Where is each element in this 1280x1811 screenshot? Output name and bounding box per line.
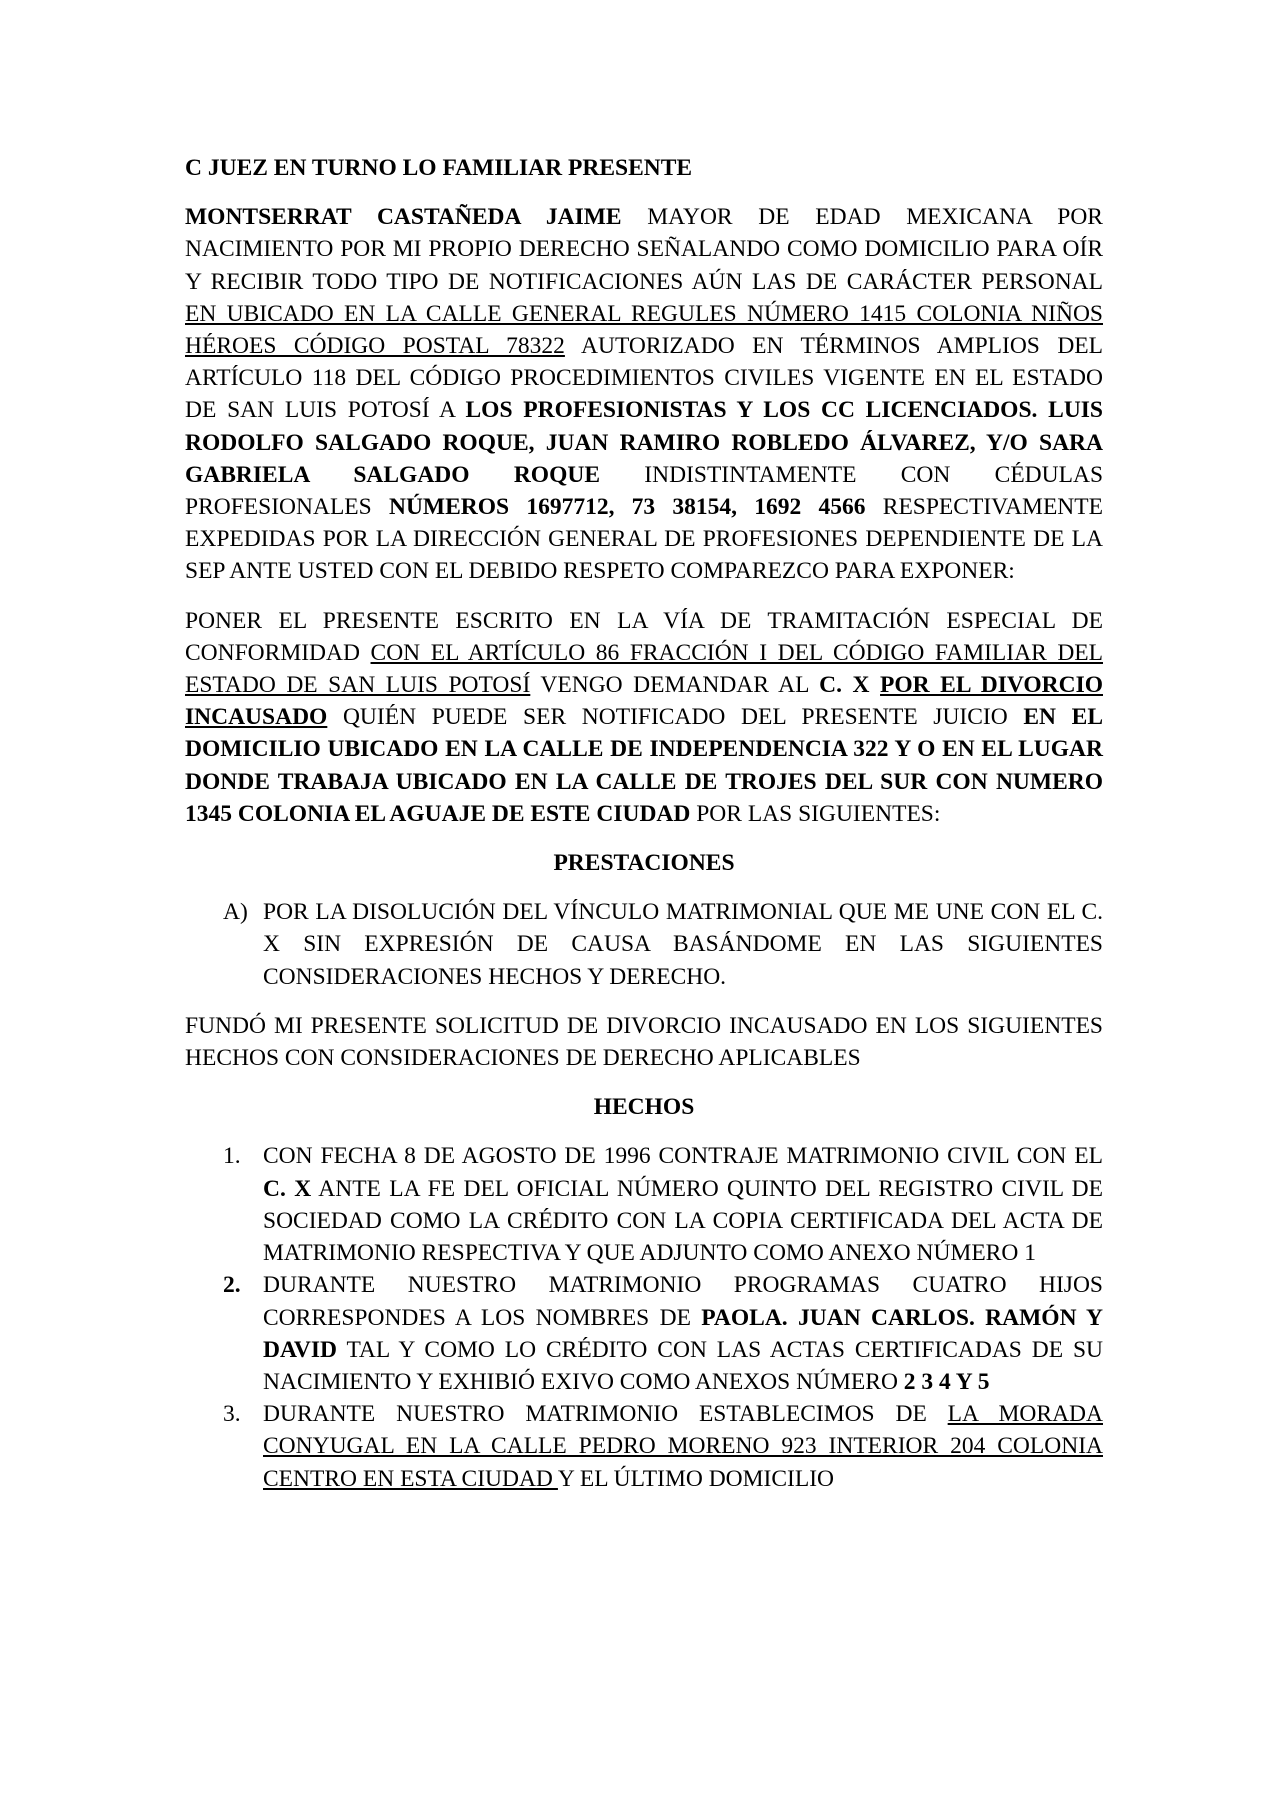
intro-paragraph: MONTSERRAT CASTAÑEDA JAIME MAYOR DE EDAD MEXICANA POR NACIMIENTO POR MI PROPIO DERECHO SEÑALANDO COMO DOMICILIO PARA OÍR Y RECIBIR TODO TIPO DE NOTIFICACIONES AÚN LAS DE CARÁCTER PERSONAL EN UBICADO EN LA CALLE GENERAL REGULES NÚMERO 1415 COLONIA NIÑOS HÉROES CÓDIGO POSTAL 78322 AUTORIZADO EN TÉRMINOS AMPLIOS DEL ARTÍCULO 118 DEL CÓDIGO PROCEDIMIENTOS CIVILES VIGENTE EN EL ESTADO DE SAN LUIS POTOSÍ A LOS PROFESIONISTAS Y LOS CC LICENCIADOS. LUIS RODOLFO SALGADO ROQUE, JUAN RAMIRO ROBLEDO ÁLVAREZ, Y/O SARA GABRIELA SALGADO ROQUE INDISTINTAMENTE CON CÉDULAS PROFESIONALES NÚMEROS 1697712, 73 38154, 1692 4566 RESPECTIVAMENTE EXPEDIDAS POR LA DIRECCIÓN GENERAL DE PROFESIONES DEPENDIENTE DE LA SEP ANTE USTED CON EL DEBIDO RESPETO COMPAREZCO PARA EXPONER: — [185, 204, 1104, 585]
children-names: PAOLA. JUAN CARLOS. RAMÓN Y DAVID — [263, 1304, 1103, 1363]
list-marker: 1. — [223, 1143, 241, 1170]
defendant: C. X — [819, 672, 881, 699]
defendant: C. X — [263, 1175, 312, 1202]
list-item: 2. DURANTE NUESTRO MATRIMONIO PROGRAMAS CUATRO HIJOS CORRESPONDES A LOS NOMBRES DE PAOLA. JUAN CARLOS. RAMÓN Y DAVID TAL Y COMO LO CRÉDITO CON LAS ACTAS CERTIFICADAS DE SU NACIMIENTO Y EXHIBIÓ EXIVO COMO ANEXOS NÚMERO 2 3 4 Y 5 — [185, 1269, 1103, 1398]
section-title-prestaciones: PRESTACIONES — [553, 850, 735, 877]
prestaciones-list — [185, 896, 1103, 993]
list-item-text: POR LA DISOLUCIÓN DEL VÍNCULO MATRIMONIAL QUE ME UNE CON EL C. X SIN EXPRESIÓN DE CAUSA BASÁNDOME EN LAS SIGUIENTES CONSIDERACIONES HECHOS Y DERECHO. — [263, 899, 1103, 990]
authorized-lawyers: LOS PROFESIONISTAS Y LOS CC LICENCIADOS. LUIS RODOLFO SALGADO ROQUE, JUAN RAMIRO ROBLEDO ÁLVAREZ, Y/O SARA GABRIELA SALGADO ROQUE — [185, 397, 1104, 488]
list-marker: 3. — [223, 1401, 241, 1428]
list-marker: A) — [223, 899, 248, 926]
document-heading: C JUEZ EN TURNO LO FAMILIAR PRESENTE — [185, 155, 693, 181]
claim-paragraph: PONER EL PRESENTE ESCRITO EN LA VÍA DE TRAMITACIÓN ESPECIAL DE CONFORMIDAD CON EL ARTÍCULO 86 FRACCIÓN I DEL CÓDIGO FAMILIAR DEL ESTADO DE SAN LUIS POTOSÍ VENGO DEMANDAR AL C. X POR EL DIVORCIO INCAUSADO QUIÉN PUEDE SER NOTIFICADO DEL PRESENTE JUICIO EN EL DOMICILIO UBICADO EN LA CALLE DE INDEPENDENCIA 322 Y O EN EL LUGAR DONDE TRABAJA UBICADO EN LA CALLE DE TROJES DEL SUR CON NUMERO 1345 COLONIA EL AGUAJE DE ESTE CIUDAD POR LAS SIGUIENTES: — [185, 607, 1103, 827]
divorce-type: POR EL DIVORCIO INCAUSADO — [185, 672, 1103, 731]
foundation-paragraph: FUNDÓ MI PRESENTE SOLICITUD DE DIVORCIO INCAUSADO EN LOS SIGUIENTES HECHOS CON CONSIDERACIONES DE DERECHO APLICABLES — [185, 1012, 1103, 1072]
marital-home: LA MORADA CONYUGAL EN LA CALLE PEDRO MORENO 923 INTERIOR 204 COLONIA CENTRO EN ESTA CIUDAD — [263, 1401, 1103, 1492]
legal-article: CON EL ARTÍCULO 86 FRACCIÓN I DEL CÓDIGO FAMILIAR DEL ESTADO DE SAN LUIS POTOSÍ — [185, 639, 1103, 699]
list-item: 3. DURANTE NUESTRO MATRIMONIO ESTABLECIMOS DE LA MORADA CONYUGAL EN LA CALLE PEDRO MORENO 923 INTERIOR 204 COLONIA CENTRO EN ESTA CIUDAD Y EL ÚLTIMO DOMICILIO — [185, 1398, 1103, 1495]
section-title-hechos: HECHOS — [593, 1094, 695, 1121]
plaintiff-address: EN UBICADO EN LA CALLE GENERAL REGULES NÚMERO 1415 COLONIA NIÑOS HÉROES CÓDIGO POSTAL 78322 — [185, 300, 1103, 360]
license-numbers: NÚMEROS 1697712, 73 38154, 1692 4566 — [388, 494, 866, 521]
list-item: 1. CON FECHA 8 DE AGOSTO DE 1996 CONTRAJE MATRIMONIO CIVIL CON EL C. X ANTE LA FE DEL OFICIAL NÚMERO QUINTO DEL REGISTRO CIVIL DE SOCIEDAD COMO LA CRÉDITO CON LA COPIA CERTIFICADA DEL ACTA DE MATRIMONIO RESPECTIVA Y QUE ADJUNTO COMO ANEXO NÚMERO 1 — [185, 1140, 1103, 1269]
list-item — [185, 896, 1103, 993]
list-marker: 2. — [223, 1272, 241, 1299]
plaintiff-name: MONTSERRAT CASTAÑEDA JAIME — [185, 204, 622, 231]
document-page — [185, 152, 1103, 1495]
annex-numbers: 2 3 4 Y 5 — [903, 1368, 990, 1395]
defendant-domicile: EN EL DOMICILIO UBICADO EN LA CALLE DE INDEPENDENCIA 322 Y O EN EL LUGAR DONDE TRABAJA UBICADO EN LA CALLE DE TROJES DEL SUR CON NUMERO 1345 COLONIA EL AGUAJE DE ESTE CIUDAD — [185, 704, 1103, 827]
hechos-list — [185, 1140, 1103, 1494]
